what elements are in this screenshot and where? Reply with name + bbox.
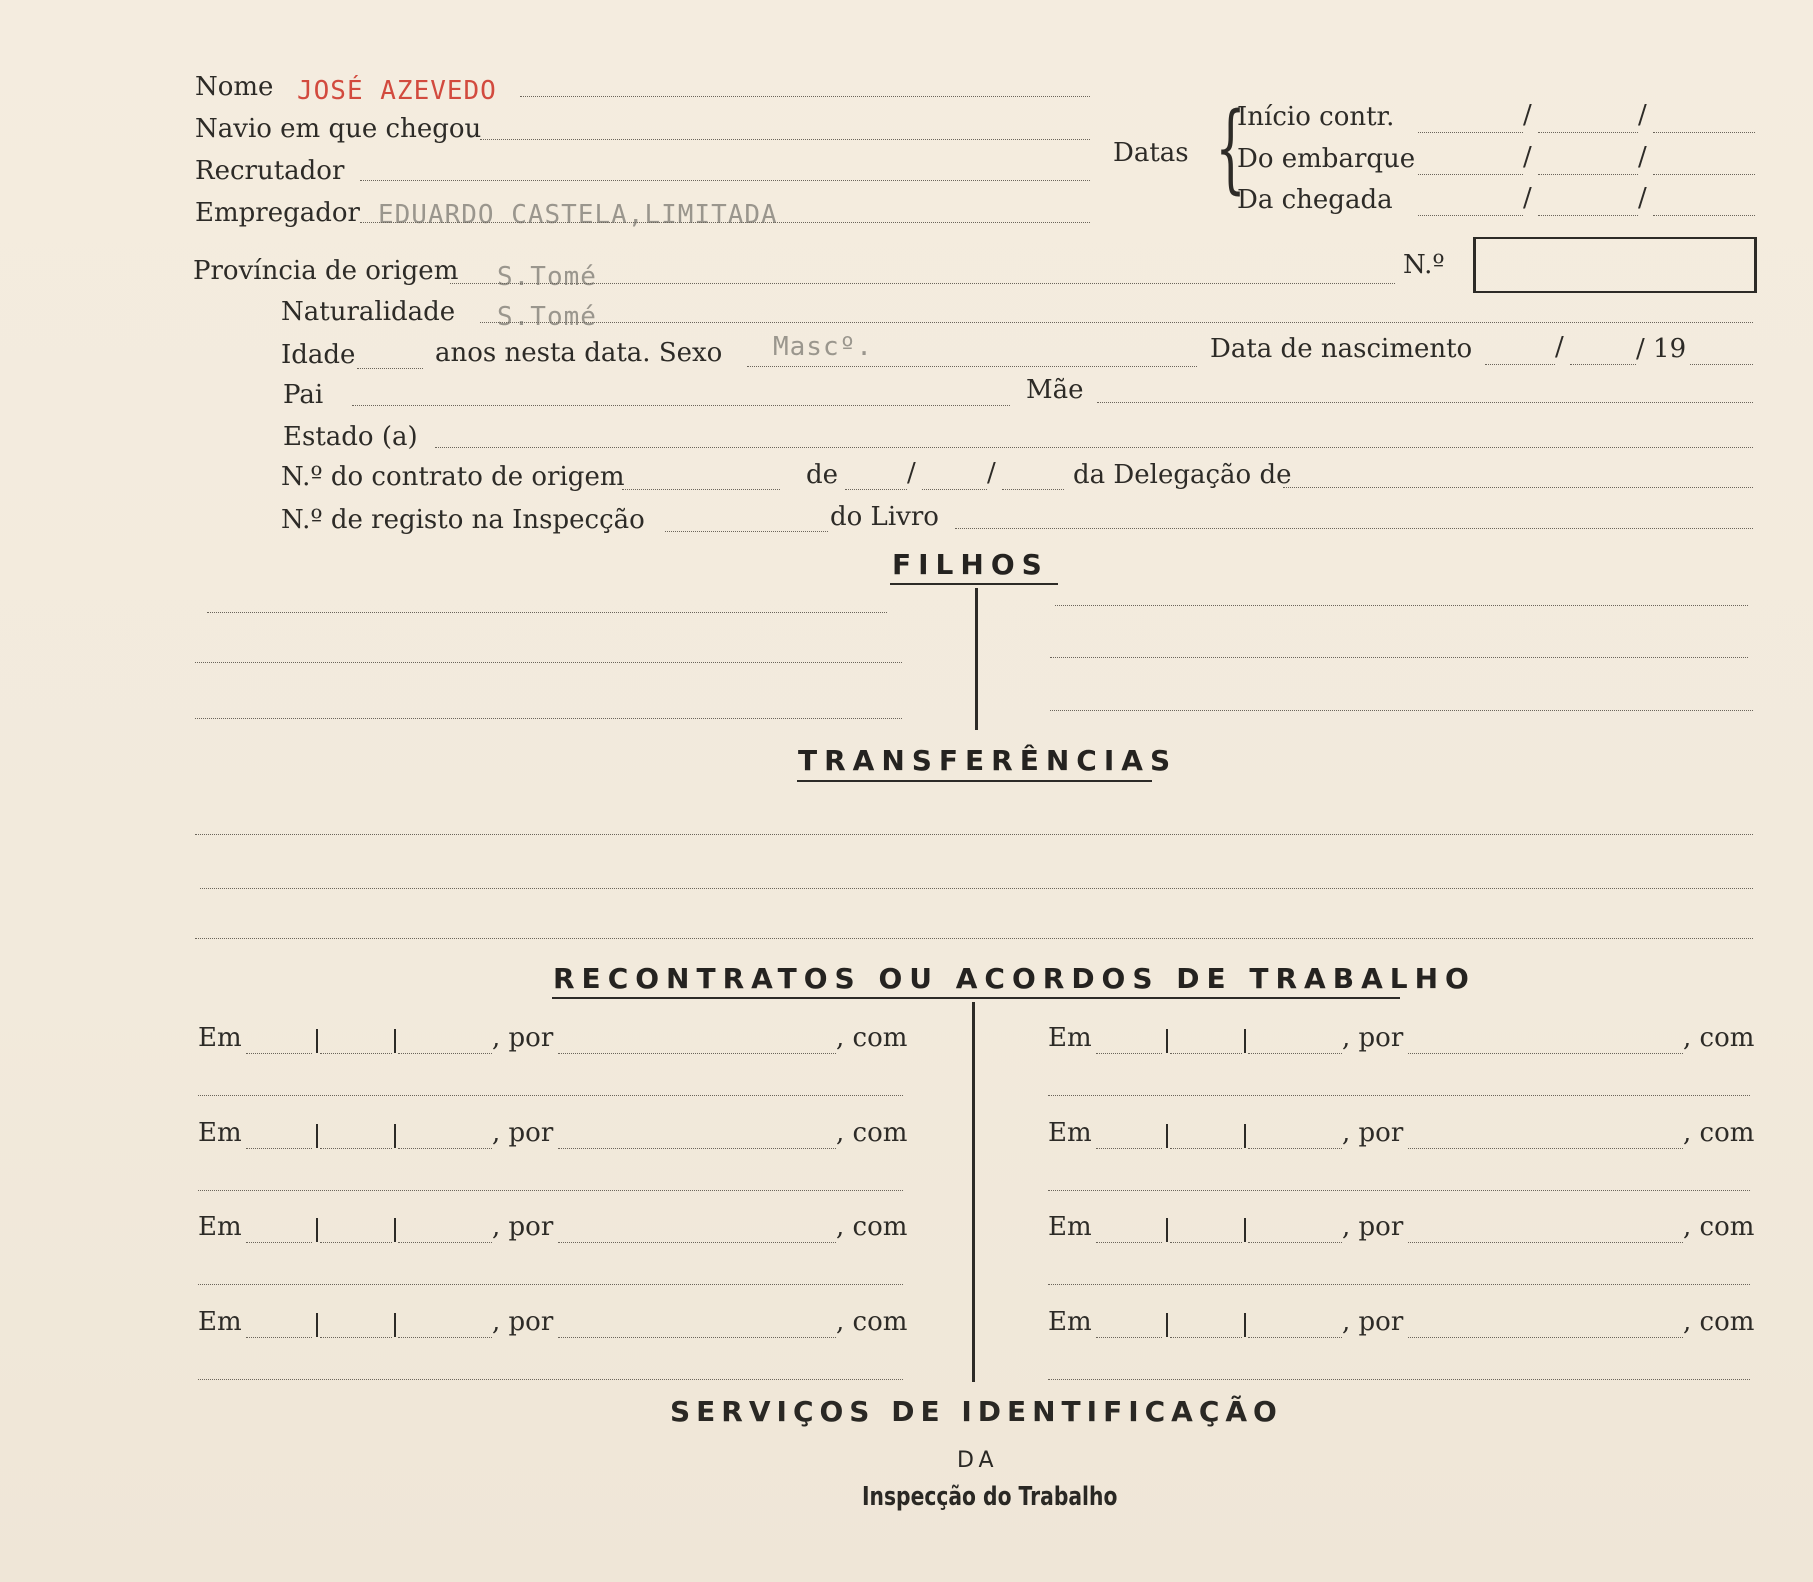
inicio-day-line[interactable] (1418, 132, 1523, 133)
recontrato-right-2-sep-2 (1244, 1124, 1246, 1148)
filhos-heading: FILHOS (892, 548, 1049, 581)
registo-line[interactable] (665, 531, 828, 532)
recontrato-right-3-year[interactable] (1248, 1242, 1342, 1243)
recontrato-left-2-sep-1 (316, 1124, 318, 1148)
recontrato-right-3-day[interactable] (1096, 1242, 1162, 1243)
recontrato-right-1-month[interactable] (1170, 1053, 1242, 1054)
recontrato-right-4-com-line[interactable] (1048, 1379, 1750, 1380)
datas-brace: { (1215, 92, 1246, 204)
transferencias-underline (797, 780, 1152, 782)
recontrato-left-2-com-line[interactable] (198, 1190, 903, 1191)
empregador-line[interactable] (360, 222, 1090, 223)
recontrato-em-label: Em (198, 1023, 242, 1053)
recontrato-em-label: Em (1048, 1118, 1092, 1148)
footer-inspeccao: Inspecção do Trabalho (862, 1482, 1118, 1512)
filhos-left-line-2[interactable] (195, 662, 902, 663)
navio-label: Navio em que chegou (195, 114, 482, 144)
recontrato-com-label: , com (836, 1212, 908, 1242)
nascimento-slash: / (1555, 332, 1564, 362)
recontrato-right-1-por-line[interactable] (1408, 1053, 1683, 1054)
naturalidade-line[interactable] (480, 322, 1753, 323)
recontrato-left-2-month[interactable] (320, 1148, 392, 1149)
footer-title: SERVIÇOS DE IDENTIFICAÇÃO (670, 1395, 1283, 1428)
chegada-month-line[interactable] (1538, 215, 1638, 216)
livro-label: do Livro (830, 502, 939, 532)
recontrato-left-3-com-line[interactable] (198, 1284, 903, 1285)
recontrato-left-3-por-line[interactable] (558, 1242, 836, 1243)
recontrato-right-4-por-line[interactable] (1408, 1337, 1683, 1338)
recontrato-right-4-day[interactable] (1096, 1337, 1162, 1338)
recontrato-left-4-year[interactable] (398, 1337, 492, 1338)
recontrato-right-4-month[interactable] (1170, 1337, 1242, 1338)
inicio-month-line[interactable] (1538, 132, 1638, 133)
datas-label: Datas (1113, 138, 1189, 168)
chegada-day-line[interactable] (1418, 215, 1523, 216)
recontrato-left-4-month[interactable] (320, 1337, 392, 1338)
recontrato-right-1-sep-2 (1244, 1029, 1246, 1053)
numero-box[interactable] (1473, 237, 1757, 293)
contrato-slash-1: / (907, 458, 916, 488)
chegada-slash-2: / (1638, 183, 1647, 213)
recontrato-right-2-sep-1 (1166, 1124, 1168, 1148)
empregador-label: Empregador (195, 198, 360, 228)
embarque-slash-2: / (1638, 142, 1647, 172)
inicio-label: Início contr. (1237, 102, 1395, 132)
embarque-month-line[interactable] (1538, 174, 1638, 175)
idade-label: Idade (281, 340, 356, 370)
recontrato-right-3-por-line[interactable] (1408, 1242, 1683, 1243)
recontrato-left-1-por-line[interactable] (558, 1053, 836, 1054)
recontrato-com-label: , com (836, 1307, 908, 1337)
recontrato-com-label: , com (1683, 1212, 1755, 1242)
recontrato-left-4-sep-2 (394, 1313, 396, 1337)
recontrato-right-3-com-line[interactable] (1048, 1284, 1750, 1285)
contrato-month-line[interactable] (922, 489, 987, 490)
nome-line[interactable] (520, 96, 1090, 97)
numero-label: N.º (1403, 250, 1445, 280)
recontrato-por-label: , por (492, 1307, 554, 1337)
nascimento-year-line[interactable] (1690, 364, 1753, 365)
recontrato-left-4-day[interactable] (246, 1337, 312, 1338)
recontrato-com-label: , com (1683, 1023, 1755, 1053)
embarque-day-line[interactable] (1418, 174, 1523, 175)
anos-label: anos nesta data. Sexo (435, 338, 723, 368)
transferencia-line-1[interactable] (195, 834, 1753, 835)
filhos-right-line-3[interactable] (1050, 710, 1753, 711)
recontrato-left-3-sep-2 (394, 1218, 396, 1242)
recontrato-em-label: Em (1048, 1307, 1092, 1337)
recontrato-left-2-year[interactable] (398, 1148, 492, 1149)
recontrato-right-4-sep-2 (1244, 1313, 1246, 1337)
livro-line[interactable] (955, 528, 1753, 529)
recontrato-left-4-por-line[interactable] (558, 1337, 836, 1338)
recontrato-right-2-month[interactable] (1170, 1148, 1242, 1149)
recontrato-left-3-year[interactable] (398, 1242, 492, 1243)
sexo-line[interactable] (747, 366, 1197, 367)
recontrato-right-3-month[interactable] (1170, 1242, 1242, 1243)
filhos-right-line-1[interactable] (1055, 605, 1748, 606)
recontrato-right-1-sep-1 (1166, 1029, 1168, 1053)
footer-da: DA (957, 1448, 999, 1473)
recontrato-left-1-com-line[interactable] (198, 1095, 903, 1096)
embarque-year-line[interactable] (1653, 174, 1755, 175)
provincia-line[interactable] (450, 283, 1395, 284)
nascimento-year-prefix: / 19 (1636, 334, 1687, 364)
recontrato-left-4-com-line[interactable] (198, 1379, 903, 1380)
recontrato-por-label: , por (492, 1023, 554, 1053)
recrutador-label: Recrutador (195, 156, 345, 186)
recontratos-heading: RECONTRATOS OU ACORDOS DE TRABALHO (553, 962, 1476, 995)
contrato-day-line[interactable] (845, 489, 907, 490)
sexo-value: Mascº. (773, 332, 873, 362)
naturalidade-value: S.Tomé (497, 302, 597, 332)
inicio-year-line[interactable] (1653, 132, 1755, 133)
filhos-right-line-2[interactable] (1050, 657, 1748, 658)
nascimento-day-line[interactable] (1485, 364, 1555, 365)
inicio-slash-2: / (1638, 100, 1647, 130)
recontrato-com-label: , com (836, 1118, 908, 1148)
recontrato-com-label: , com (1683, 1118, 1755, 1148)
recontrato-right-4-year[interactable] (1248, 1337, 1342, 1338)
recontrato-right-3-sep-1 (1166, 1218, 1168, 1242)
recontrato-right-3-sep-2 (1244, 1218, 1246, 1242)
recontrato-left-3-month[interactable] (320, 1242, 392, 1243)
recontrato-left-1-sep-2 (394, 1029, 396, 1053)
recontrato-em-label: Em (1048, 1212, 1092, 1242)
de-label: de (806, 460, 839, 490)
contrato-label: N.º do contrato de origem (281, 462, 625, 492)
empregador-value: EDUARDO CASTELA,LIMITADA (378, 200, 778, 230)
recontrato-em-label: Em (198, 1212, 242, 1242)
filhos-left-line-3[interactable] (195, 718, 902, 719)
recontrato-em-label: Em (198, 1307, 242, 1337)
recontrato-com-label: , com (836, 1023, 908, 1053)
contrato-slash-2: / (987, 458, 996, 488)
recontrato-left-1-month[interactable] (320, 1053, 392, 1054)
recrutador-line[interactable] (360, 180, 1090, 181)
recontrato-por-label: , por (1342, 1307, 1404, 1337)
recontrato-left-1-sep-1 (316, 1029, 318, 1053)
contrato-year-line[interactable] (1002, 489, 1064, 490)
delegacao-line[interactable] (1283, 487, 1753, 488)
recontrato-por-label: , por (1342, 1118, 1404, 1148)
recontrato-left-3-day[interactable] (246, 1242, 312, 1243)
transferencias-heading: TRANSFERÊNCIAS (798, 744, 1178, 777)
inicio-slash-1: / (1523, 100, 1532, 130)
recontratos-underline (552, 997, 1400, 999)
recontratos-divider (972, 1002, 975, 1382)
recontrato-left-4-sep-1 (316, 1313, 318, 1337)
recontrato-right-1-com-line[interactable] (1048, 1095, 1750, 1096)
recontrato-left-3-sep-1 (316, 1218, 318, 1242)
provincia-value: S.Tomé (497, 262, 597, 292)
mae-line[interactable] (1097, 402, 1753, 403)
pai-line[interactable] (352, 405, 1010, 406)
naturalidade-label: Naturalidade (281, 297, 456, 327)
navio-line[interactable] (480, 139, 1090, 140)
mae-label: Mãe (1026, 375, 1084, 405)
recontrato-left-2-day[interactable] (246, 1148, 312, 1149)
recontrato-right-2-com-line[interactable] (1048, 1190, 1750, 1191)
delegacao-label: da Delegação de (1073, 460, 1292, 490)
chegada-label: Da chegada (1237, 185, 1393, 215)
provincia-label: Província de origem (193, 256, 459, 286)
idade-line[interactable] (357, 368, 423, 369)
embarque-slash-1: / (1523, 142, 1532, 172)
recontrato-right-2-day[interactable] (1096, 1148, 1162, 1149)
chegada-slash-1: / (1523, 183, 1532, 213)
recontrato-por-label: , por (1342, 1023, 1404, 1053)
nascimento-label: Data de nascimento (1210, 334, 1473, 364)
recontrato-left-2-sep-2 (394, 1124, 396, 1148)
estado-line[interactable] (435, 447, 1753, 448)
nome-value: JOSÉ AZEVEDO (297, 76, 497, 106)
embarque-label: Do embarque (1237, 144, 1416, 174)
recontrato-em-label: Em (1048, 1023, 1092, 1053)
recontrato-right-1-day[interactable] (1096, 1053, 1162, 1054)
filhos-underline (890, 583, 1058, 585)
nome-label: Nome (195, 72, 274, 102)
contrato-line[interactable] (622, 489, 780, 490)
recontrato-por-label: , por (492, 1212, 554, 1242)
recontrato-com-label: , com (1683, 1307, 1755, 1337)
recontrato-left-2-por-line[interactable] (558, 1148, 836, 1149)
transferencia-line-3[interactable] (195, 938, 1753, 939)
pai-label: Pai (283, 380, 324, 410)
estado-label: Estado (a) (283, 422, 418, 452)
recontrato-left-1-year[interactable] (398, 1053, 492, 1054)
nascimento-month-line[interactable] (1570, 364, 1636, 365)
recontrato-em-label: Em (198, 1118, 242, 1148)
recontrato-right-2-por-line[interactable] (1408, 1148, 1683, 1149)
recontrato-por-label: , por (492, 1118, 554, 1148)
recontrato-right-1-year[interactable] (1248, 1053, 1342, 1054)
recontrato-por-label: , por (1342, 1212, 1404, 1242)
filhos-left-line-1[interactable] (207, 612, 887, 613)
transferencia-line-2[interactable] (200, 888, 1753, 889)
chegada-year-line[interactable] (1653, 215, 1755, 216)
recontrato-right-2-year[interactable] (1248, 1148, 1342, 1149)
recontrato-left-1-day[interactable] (246, 1053, 312, 1054)
recontrato-right-4-sep-1 (1166, 1313, 1168, 1337)
registo-label: N.º de registo na Inspecção (281, 505, 645, 535)
filhos-divider (975, 588, 978, 730)
